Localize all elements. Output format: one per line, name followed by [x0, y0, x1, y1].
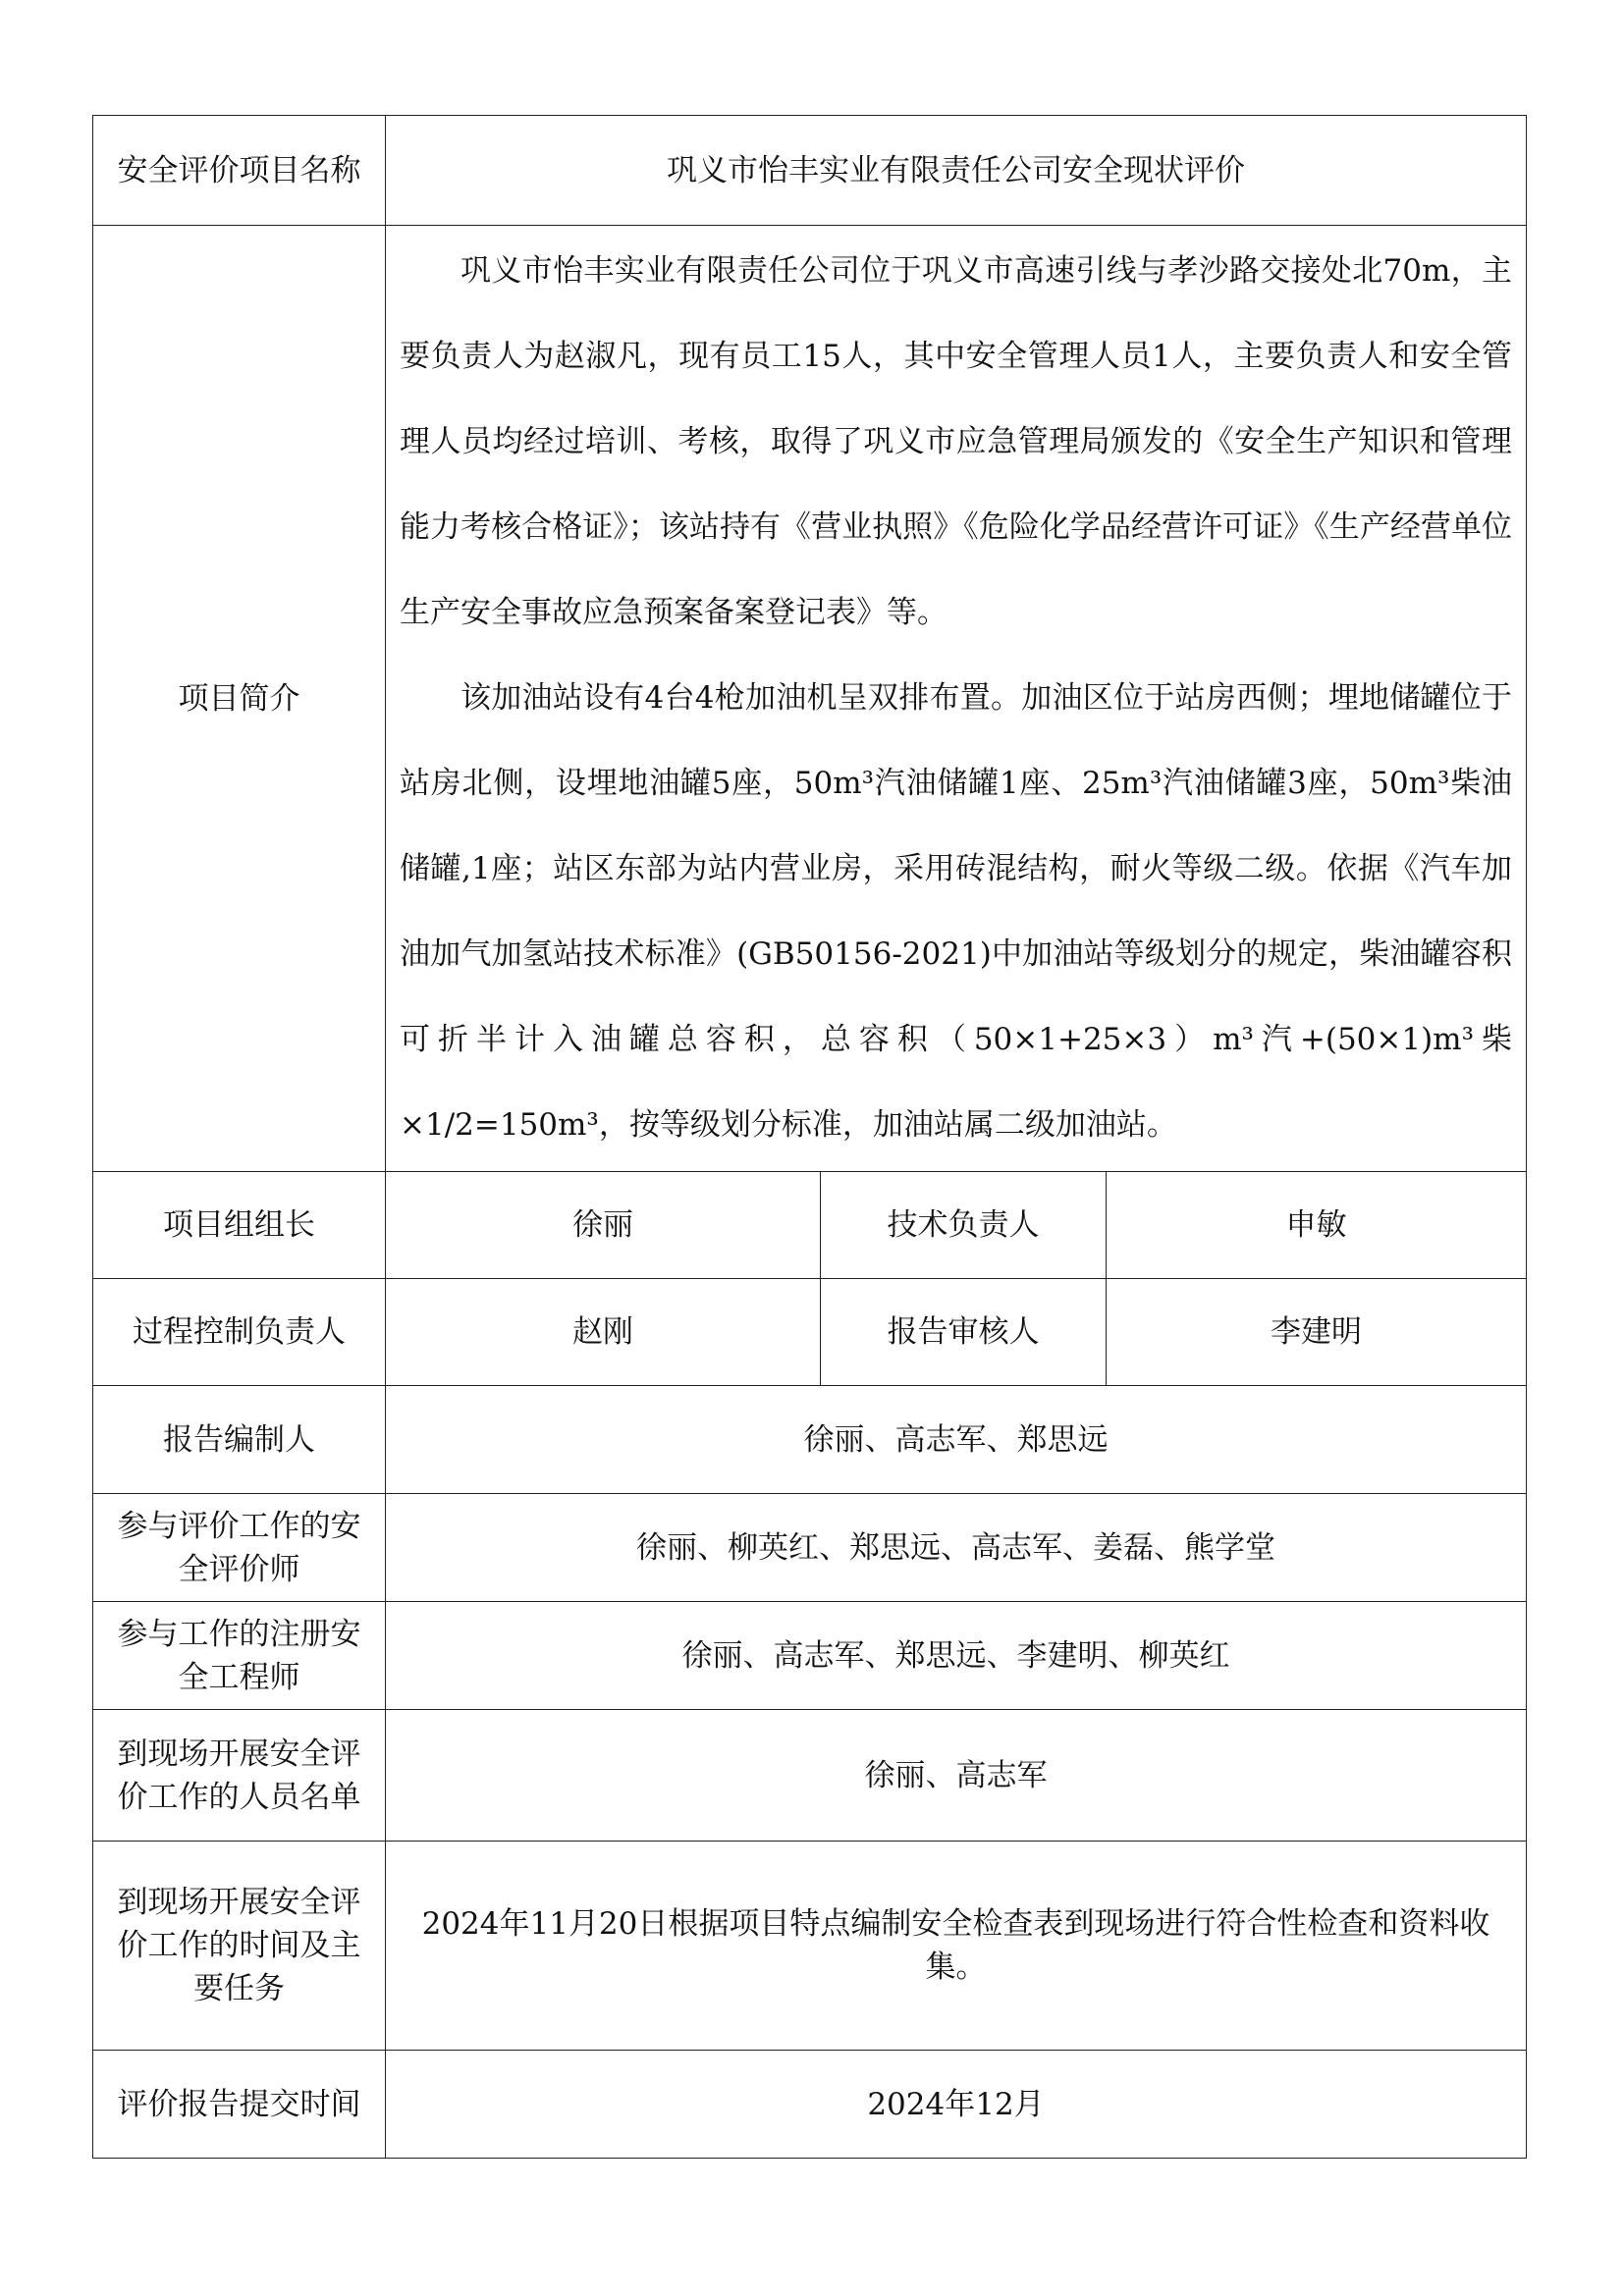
evaluators-value: 徐丽、柳英红、郑思远、高志军、姜磊、熊学堂 — [386, 1494, 1527, 1602]
leader-value: 徐丽 — [386, 1172, 821, 1279]
row-leader — [93, 1172, 1527, 1279]
evaluators-label: 参与评价工作的安全评价师 — [93, 1494, 386, 1602]
row-compiler — [93, 1386, 1527, 1494]
tech-lead-value: 申敏 — [1107, 1172, 1527, 1279]
process-ctrl-value: 赵刚 — [386, 1279, 821, 1386]
row-engineers — [93, 1602, 1527, 1710]
submit-time-value: 2024年12月 — [386, 2051, 1527, 2159]
evaluation-info-table — [92, 115, 1527, 2159]
row-intro — [93, 226, 1527, 1172]
compiler-label: 报告编制人 — [93, 1386, 386, 1494]
row-submit-time — [93, 2051, 1527, 2159]
engineers-value: 徐丽、高志军、郑思远、李建明、柳英红 — [386, 1602, 1527, 1710]
site-task-label: 到现场开展安全评价工作的时间及主要任务 — [93, 1842, 386, 2051]
intro-content — [386, 226, 1527, 1172]
reviewer-value: 李建明 — [1107, 1279, 1527, 1386]
intro-paragraph-2: 该加油站设有4台4枪加油机呈双排布置。加油区位于站房西侧；埋地储罐位于站房北侧，设埋地油罐5座，50m³汽油储罐1座、25m³汽油储罐3座，50m³柴油储罐,1座；站区东部为站内营业房，采用砖混结构，耐火等级二级。依据《汽车加油加气加氢站技术标准》(GB50156-2021)中加油站等级划分的规定，柴油罐容积可折半计入油罐总容积，总容积（50×1+25×3）m³汽+(50×1)m³柴×1/2=150m³，按等级划分标准，加油站属二级加油站。 — [400, 680, 1512, 1143]
site-staff-value: 徐丽、高志军 — [386, 1710, 1527, 1842]
row-process-control — [93, 1279, 1527, 1386]
row-evaluators — [93, 1494, 1527, 1602]
submit-time-label: 评价报告提交时间 — [93, 2051, 386, 2159]
row-project-name — [93, 116, 1527, 226]
intro-label: 项目简介 — [93, 226, 386, 1172]
project-name-value: 巩义市怡丰实业有限责任公司安全现状评价 — [386, 116, 1527, 226]
site-staff-label: 到现场开展安全评价工作的人员名单 — [93, 1710, 386, 1842]
process-ctrl-label: 过程控制负责人 — [93, 1279, 386, 1386]
compiler-value: 徐丽、高志军、郑思远 — [386, 1386, 1527, 1494]
intro-paragraph-1: 巩义市怡丰实业有限责任公司位于巩义市高速引线与孝沙路交接处北70m，主要负责人为赵淑凡，现有员工15人，其中安全管理人员1人，主要负责人和安全管理人员均经过培训、考核，取得了巩义市应急管理局颁发的《安全生产知识和管理能力考核合格证》；该站持有《营业执照》《危险化学品经营许可证》《生产经营单位生产安全事故应急预案备案登记表》等。 — [400, 253, 1512, 630]
reviewer-label: 报告审核人 — [821, 1279, 1107, 1386]
row-site-task — [93, 1842, 1527, 2051]
site-task-value: 2024年11月20日根据项目特点编制安全检查表到现场进行符合性检查和资料收集。 — [386, 1842, 1527, 2051]
engineers-label: 参与工作的注册安全工程师 — [93, 1602, 386, 1710]
row-site-staff — [93, 1710, 1527, 1842]
leader-label: 项目组组长 — [93, 1172, 386, 1279]
project-name-label: 安全评价项目名称 — [93, 116, 386, 226]
tech-lead-label: 技术负责人 — [821, 1172, 1107, 1279]
